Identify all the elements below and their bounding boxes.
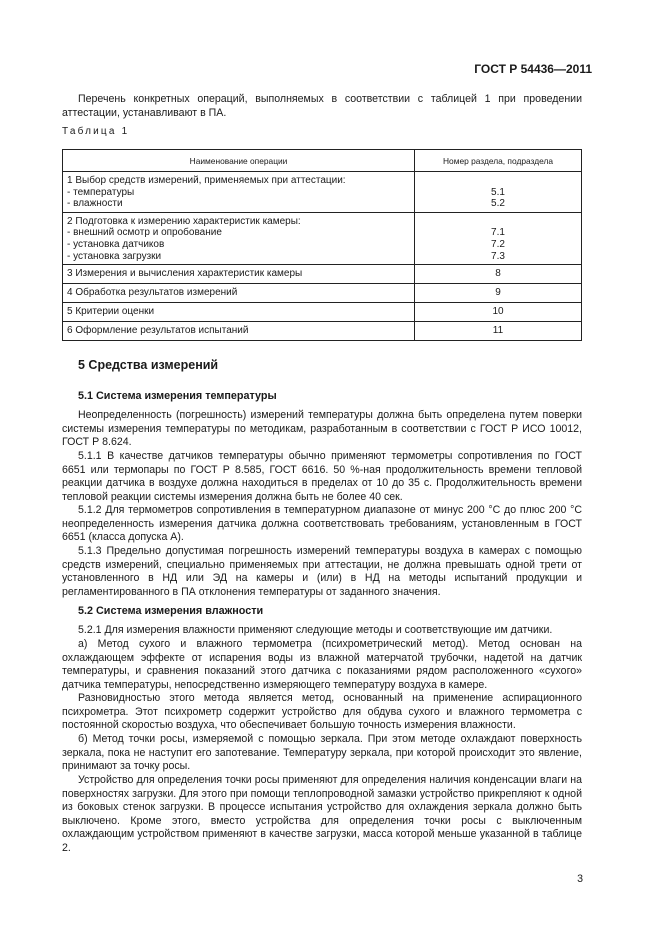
paragraph-5-1-1: 5.1.1 В качестве датчиков температуры обычно применяют термометры сопротивления по ГОСТ 6651 или термопары по ГОСТ Р 8.585, ГОСТ 6616. 50 %-ная продолжительность времени тепловой реакции датчика в воздухе должна находиться в пределах от 10 до 35 с. Продолжительность времени тепловой реакции системы измерения должна быть не более 40 сек. <box>62 450 582 503</box>
operation-line: - внешний осмотр и опробование <box>67 227 222 239</box>
section-number: 8 <box>495 268 501 280</box>
operation-line: 2 Подготовка к измерению характеристик камеры: <box>67 215 301 227</box>
table-row <box>63 322 582 341</box>
operation-line: 3 Измерения и вычисления характеристик камеры <box>67 268 303 280</box>
section-number-cell <box>415 303 582 322</box>
operation-line: - температуры <box>67 186 135 198</box>
paragraph-5-2-1-a-2: Разновидностью этого метода является метод, основанный на применение аспирационного психрометра. Этот психрометр содержит устройство для обдува сухого и влажного термометра с постоянной скоростью воздуха, что обеспечивает большую точность измерения влажности. <box>62 692 582 732</box>
section-number-cell <box>415 322 582 341</box>
operation-line: 5 Критерии оценки <box>67 306 155 318</box>
operation-cell <box>63 322 415 341</box>
operation-cell <box>63 212 415 264</box>
operation-line: - установка загрузки <box>67 250 162 262</box>
operation-cell <box>63 265 415 284</box>
section-number: 5.1 <box>491 186 505 198</box>
table-row <box>63 172 582 213</box>
section-number-cell <box>415 172 582 213</box>
column-header-operation: Наименование операции <box>63 150 415 172</box>
table-row <box>63 284 582 303</box>
section-number-cell <box>415 212 582 264</box>
operation-line: 4 Обработка результатов измерений <box>67 287 238 299</box>
section-number <box>419 216 577 228</box>
section-number <box>419 175 577 187</box>
section-5-title: 5 Средства измерений <box>78 358 219 372</box>
table-header-row <box>63 150 582 172</box>
page-number: 3 <box>577 873 583 885</box>
operation-line: - влажности <box>67 198 123 210</box>
section-5-2-title: 5.2 Система измерения влажности <box>78 605 264 617</box>
section-number-cell <box>415 265 582 284</box>
paragraph-5-2-1-a: а) Метод сухого и влажного термометра (психрометрический метод). Метод основан на охлаждающем эффекте от испарения воды из влажной матерчатой трубочки, надетой на датчик температуры, и сравнения показаний этого датчика с показаниями рядом расположенного «сухого» датчика температуры, непосредственно измеряющего температуру воздуха в камере. <box>62 638 582 691</box>
operation-line: 1 Выбор средств измерений, применяемых при аттестации: <box>67 175 346 186</box>
table-row <box>63 265 582 284</box>
section-number: 10 <box>492 306 504 318</box>
paragraph-5-2-1-b-2: Устройство для определения точки росы применяют для определения наличия конденсации влаги на поверхностях загрузки. Для этого при помощи теплопроводной замазки устройство прикрепляют к одной из боковых стенок загрузки. В процессе испытания устройство для охлаждения зеркала должно быть выключено. Кроме этого, вместо устройства для определения точки росы с выключенным охлаждающим устройством применяют в качестве загрузки, масса которой меньше указанной в таблице 2. <box>62 774 582 854</box>
operation-cell <box>63 303 415 322</box>
paragraph-5-1-2: 5.1.2 Для термометров сопротивления в температурном диапазоне от минус 200 °С до плюс 200 °С неопределенность измерения датчика должна соответствовать требованиям, установленным в ГОСТ 6651 (класса допуска А). <box>62 504 582 544</box>
section-number: 7.2 <box>491 238 505 250</box>
operation-line: 6 Оформление результатов испытаний <box>67 325 249 337</box>
operation-line: - установка датчиков <box>67 238 165 250</box>
section-5-1-title: 5.1 Система измерения температуры <box>78 390 277 402</box>
section-number: 11 <box>492 325 504 337</box>
table-caption: Таблица 1 <box>62 126 130 137</box>
intro-paragraph: Перечень конкретных операций, выполняемых в соответствии с таблицей 1 при проведении аттестации, устанавливают в ПА. <box>62 93 582 119</box>
section-number: 7.3 <box>491 250 505 262</box>
operation-cell <box>63 284 415 303</box>
section-number-cell <box>415 284 582 303</box>
section-number: 9 <box>495 287 501 299</box>
section-number: 5.2 <box>491 198 505 210</box>
section-number: 7.1 <box>491 227 505 239</box>
column-header-section: Номер раздела, подраздела <box>415 150 582 172</box>
paragraph-5-2-1: 5.2.1 Для измерения влажности применяют следующие методы и соответствующие им датчики. <box>78 624 553 636</box>
operation-cell <box>63 172 415 213</box>
paragraph-5-1: Неопределенность (погрешность) измерений температуры должна быть определена путем поверки системы измерения температуры по методикам, разработанным в соответствии с ГОСТ Р ИСО 10012, ГОСТ Р 8.624. <box>62 409 582 449</box>
document-header: ГОСТ Р 54436—2011 <box>474 62 592 76</box>
table-row <box>63 303 582 322</box>
paragraph-5-1-3: 5.1.3 Предельно допустимая погрешность измерений температуры воздуха в камерах с помощью средств измерений, специально применяемых при аттестации, не должна превышать одной трети от установленного в НД или ЭД на камеры и (или) в НД на методы испытаний продукции и регламентированного в ПА отклонения температуры от заданного значения. <box>62 545 582 598</box>
operations-table <box>62 149 582 341</box>
table-row <box>63 212 582 264</box>
paragraph-5-2-1-b: б) Метод точки росы, измеряемой с помощью зеркала. При этом методе охлаждают поверхность зеркала, пока не наступит его запотевание. Температуру зеркала, при которой происходит это явление, принимают за точку росы. <box>62 733 582 773</box>
